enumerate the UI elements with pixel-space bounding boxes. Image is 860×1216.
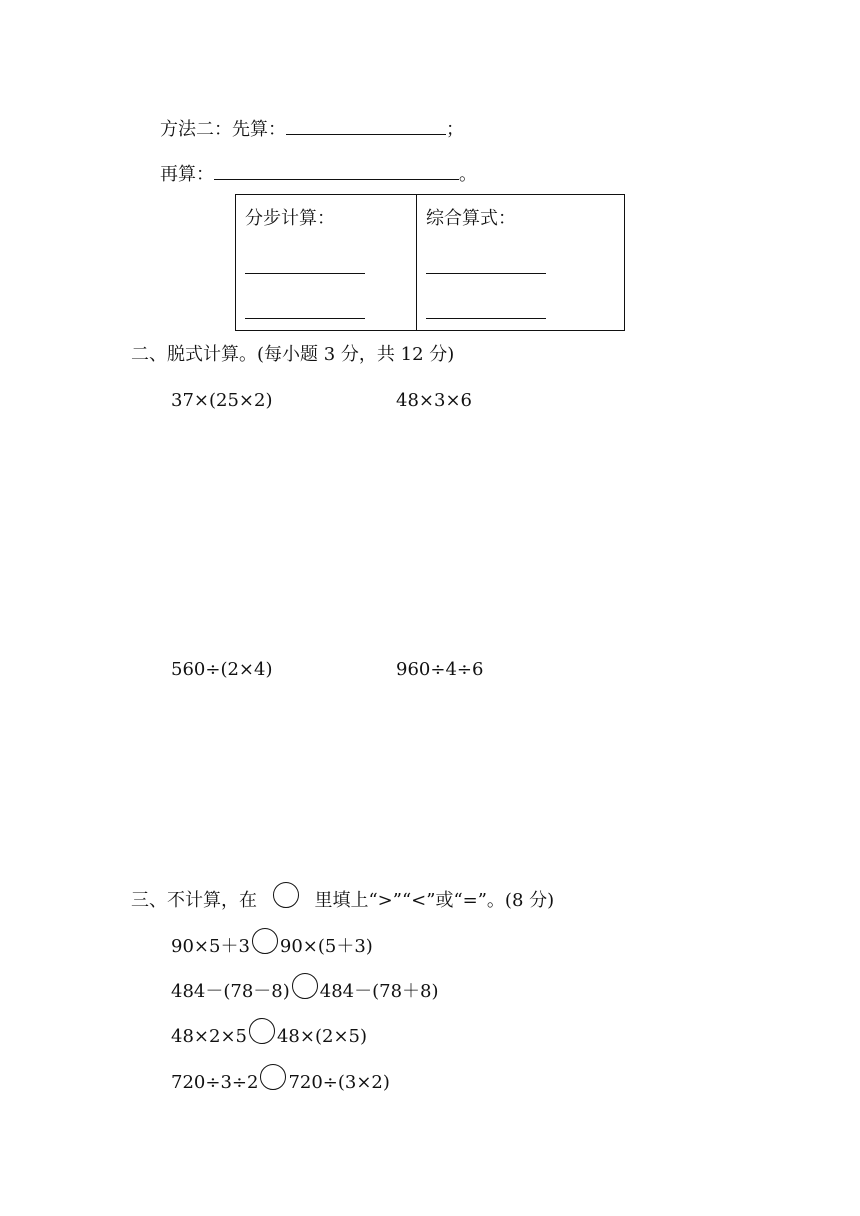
compare-right: 484－(78＋8) bbox=[319, 981, 439, 1002]
compare-left: 48×2×5 bbox=[171, 1026, 247, 1047]
combined-formula-blank-1[interactable] bbox=[426, 273, 546, 274]
compare-item-2 bbox=[171, 979, 439, 1005]
compare-right: 90×(5＋3) bbox=[279, 936, 373, 957]
circle-icon bbox=[273, 882, 299, 908]
method2-label: 方法二：先算： bbox=[160, 119, 286, 140]
compare-circle-input[interactable] bbox=[249, 1018, 275, 1044]
compare-circle-input[interactable] bbox=[260, 1064, 286, 1090]
method2-line1 bbox=[160, 118, 464, 141]
calculation-table bbox=[235, 194, 625, 331]
problem-1: 37×(25×2) bbox=[171, 390, 273, 411]
compare-left: 720÷3÷2 bbox=[171, 1072, 259, 1093]
step-calc-cell bbox=[236, 195, 417, 331]
method2-end1: ； bbox=[446, 119, 464, 140]
second-step-blank[interactable] bbox=[214, 163, 459, 180]
problem-4: 960÷4÷6 bbox=[396, 659, 484, 680]
step-calc-title: 分步计算： bbox=[245, 208, 335, 229]
compare-item-1 bbox=[171, 934, 373, 960]
combined-formula-title: 综合算式： bbox=[426, 208, 516, 229]
problem-3: 560÷(2×4) bbox=[171, 659, 273, 680]
step-calc-blank-1[interactable] bbox=[245, 273, 365, 274]
step-calc-blank-2[interactable] bbox=[245, 318, 365, 319]
section3-heading bbox=[131, 888, 554, 914]
combined-formula-cell bbox=[417, 195, 625, 331]
section3-heading-prefix: 三、不计算，在 bbox=[131, 890, 257, 911]
compare-circle-input[interactable] bbox=[252, 928, 278, 954]
compare-right: 720÷(3×2) bbox=[288, 1072, 390, 1093]
compare-circle-input[interactable] bbox=[292, 973, 318, 999]
combined-formula-blank-2[interactable] bbox=[426, 318, 546, 319]
compare-left: 484－(78－8) bbox=[171, 981, 290, 1002]
section2-heading: 二、脱式计算。(每小题 3 分，共 12 分) bbox=[131, 344, 455, 365]
compare-item-4 bbox=[171, 1070, 390, 1096]
method2-end2: 。 bbox=[459, 164, 477, 185]
compare-left: 90×5＋3 bbox=[171, 936, 250, 957]
method2-line2 bbox=[160, 163, 477, 186]
compare-right: 48×(2×5) bbox=[276, 1026, 368, 1047]
problem-2: 48×3×6 bbox=[396, 390, 472, 411]
method2-label2: 再算： bbox=[160, 164, 214, 185]
section3-heading-suffix: 里填上“>”“<”或“=”。(8 分) bbox=[314, 890, 555, 911]
first-step-blank[interactable] bbox=[286, 118, 446, 135]
compare-item-3 bbox=[171, 1024, 367, 1050]
